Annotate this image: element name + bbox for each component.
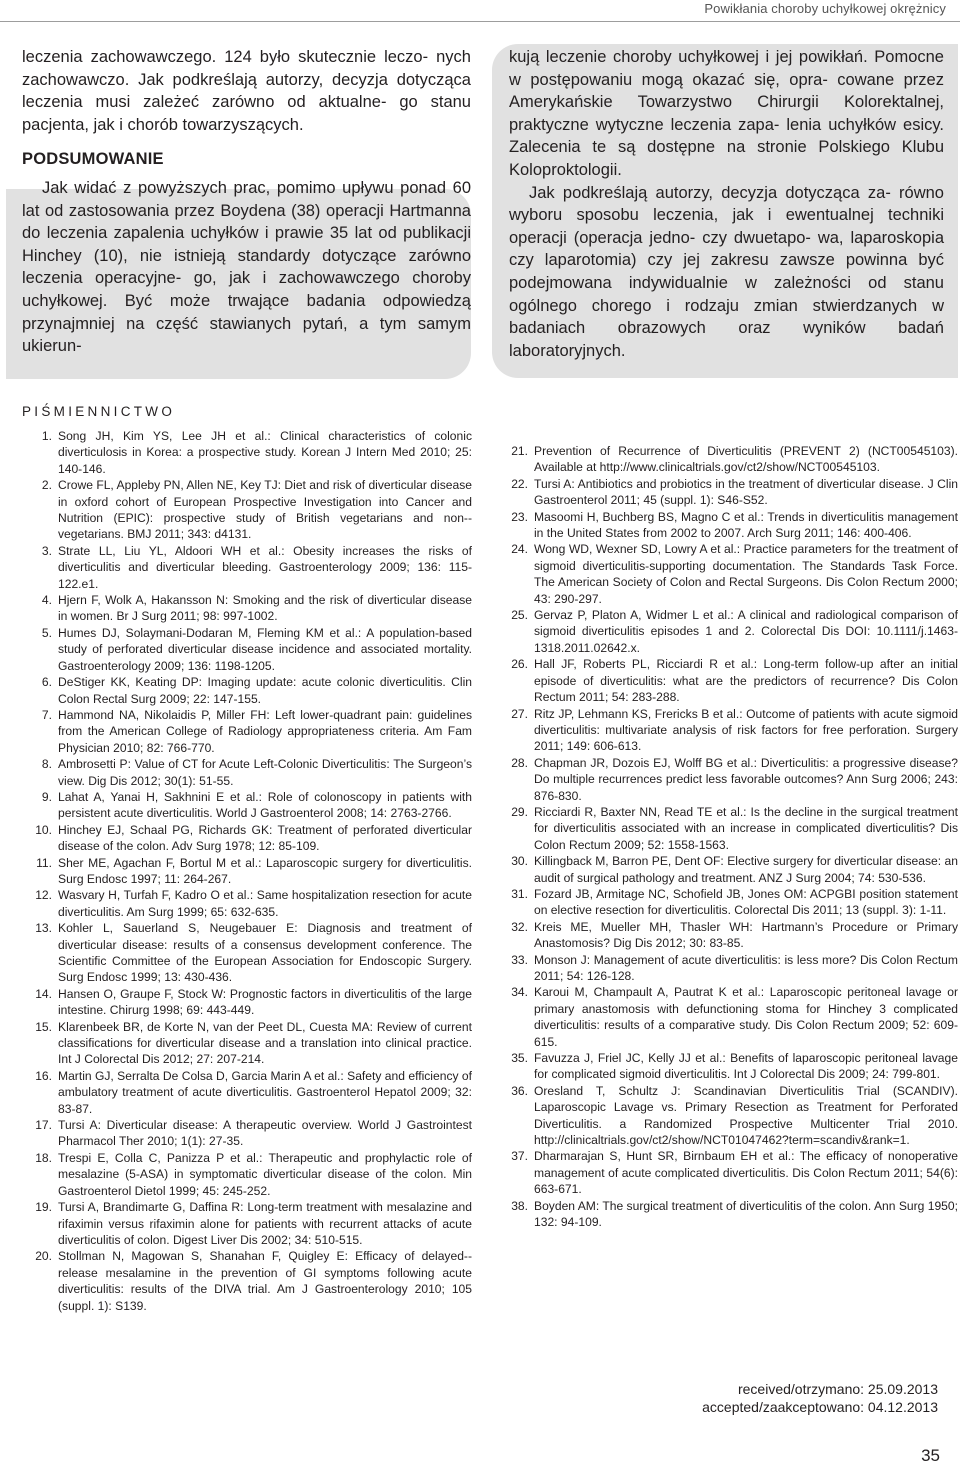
text-line: lenia uchyłków esicy. Zalecenia te są dostępne na [509, 115, 945, 157]
reference-number: 3. [41, 543, 52, 558]
reference-item [498, 853, 958, 886]
reference-text: Chapman JR, Dozois EJ, Wolff BG et al.: Diverticulitis: a progressive disease? Do multiple recurrences predict less favorable outcomes? Ann Surg 2006; 243: 876-830. [534, 755, 958, 803]
reference-number: 19. [35, 1200, 52, 1215]
reference-text: Masoomi H, Buchberg BS, Magno C et al.: Trends in diverticulitis management in the United States from 2002 to 2007. Arch Surg 2011; 146: 400-406. [534, 509, 958, 541]
reference-number: 6. [41, 675, 52, 690]
reference-text: Crowe FL, Appleby PN, Allen NE, Key TJ: Diet and risk of diverticular disease in oxford cohort of European Prospective Investigation into Cancer and Nutrition (EPIC): prospective study of British vegetarians and non--vegetarians. BMJ 2011; 343: d4131. [58, 478, 472, 542]
reference-number: 7. [41, 707, 52, 722]
reference-item [22, 887, 472, 920]
reference-text: Hall JF, Roberts PL, Ricciardi R et al.: Long-term follow-up after an initial episode of diverticulitis: what are the predictors of recurrence? Dis Colon Rectum 2011; 54: 283-288. [534, 657, 958, 705]
text-line: ponad 60 lat od zastosowania przez Boydena (38) [22, 178, 471, 220]
reference-text: Tursi A, Brandimarte G, Daffina R: Long-term treatment with mesalazine and rifaximin versus rifaximin alone for patients with recurrent attacks of acute diverticulitis of colon. Digest Liver Dis 2002; 34: 510-515. [58, 1200, 472, 1247]
reference-item [22, 855, 472, 888]
reference-item [22, 477, 472, 543]
reference-item [498, 1198, 958, 1231]
text-line: stronie Polskiego Klubu Koloproktologii. [509, 138, 944, 179]
reference-number: 22. [511, 476, 528, 491]
reference-item [22, 1199, 472, 1248]
text-line: operacji Hartmanna do leczenia zapalenia uchyłków [22, 201, 471, 243]
reference-number: 31. [511, 886, 528, 901]
received-date: received/otrzymano: 25.09.2013 [737, 1381, 938, 1397]
reference-text: Trespi E, Colla C, Panizza P et al.: Therapeutic and prophylactic role of mesalazine (5-ASA) in symptomatic diverticular disease of the colon. Min Gastroenterol Dietol 1999; 45: 245-252. [58, 1150, 472, 1198]
reference-text: Prevention of Recurrence of Diverticulitis (PREVENT 2) (NCT00545103). Available at http://www.clinicaltrials.gov/ct2/show/NCT00545103. [534, 444, 958, 475]
reference-number: 25. [511, 608, 528, 623]
reference-text: Klarenbeek BR, de Korte N, van der Peet DL, Cuesta MA: Review of current classifications for diverticular disease and a translation into clinical practice. Int J Colorectal Dis 2012; 27: 207-214. [58, 1019, 472, 1067]
reference-item [498, 706, 958, 755]
text-line: kują leczenie choroby uchyłkowej i jej powikłań. [509, 48, 868, 66]
reference-number: 24. [511, 542, 528, 557]
reference-item [498, 984, 958, 1050]
reference-item [22, 1019, 472, 1068]
reference-number: 36. [511, 1083, 528, 1098]
reference-number: 10. [35, 822, 52, 837]
reference-item [22, 592, 472, 625]
references-title: PIŚMIENNICTWO [22, 404, 176, 419]
text-line: zmian stwierdzanych w badaniach obrazowych oraz [509, 296, 944, 338]
reference-text: Monson J: Management of acute diverticulitis: is less more? Dis Colon Rectum 2011; 54: 126-128. [534, 952, 958, 983]
reference-item [498, 755, 958, 804]
page-number: 35 [921, 1446, 940, 1465]
reference-number: 14. [35, 986, 52, 1001]
right-text-column [509, 46, 944, 362]
reference-text: Favuzza J, Friel JC, Kelly JJ et al.: Benefits of laparoscopic peritoneal lavage for complicated sigmoid diverticulitis. Int J Colorectal Dis 2009; 24: 799-801. [534, 1051, 958, 1082]
reference-number: 11. [36, 855, 52, 870]
text-line: w zależności od stanu ogólnego chorego i rodzaju [509, 273, 944, 315]
reference-number: 33. [511, 952, 528, 967]
reference-text: Kreis ME, Mueller MH, Thasler WH: Hartmann’s Procedure or Primary Anastomosis? Dig Dis 2012; 30: 83-85. [534, 919, 958, 951]
running-head [0, 0, 960, 22]
reference-item [22, 1117, 472, 1150]
section-heading: PODSUMOWANIE [22, 150, 164, 169]
reference-text: Lahat A, Yanai H, Sakhnini E et al.: Role of colonoscopy in patients with persistent acute diverticulitis. World J Gastroenterol 2008; 14: 2763-2766. [58, 789, 472, 821]
text-line: wyników badań laboratoryjnych. [509, 319, 944, 360]
reference-item [498, 886, 958, 919]
text-line: go, jak i zachowawczego choroby uchyłkowej. Być [22, 269, 471, 310]
reference-text: Stollman N, Magowan S, Shanahan F, Quigley E: Efficacy of delayed--release mesalamine in the prevention of GI symptoms following acute diverticulitis: results of the DIVA trial. Am J Gastroenterology 2010; 105 (suppl. 1): S139. [58, 1249, 472, 1313]
summary-paragraph-2 [509, 182, 944, 363]
reference-text: Sher ME, Agachan F, Bortul M et al.: Laparoscopic surgery for diverticulitis. Surg Endosc 1997; 11: 264-267. [58, 855, 472, 886]
text-line: równo wyboru sposobu leczenia, jak i ewentualnej [509, 183, 944, 225]
intro-paragraph [22, 46, 471, 136]
text-line: nych zachowawczo. Jak podkreślają autorzy, decyzja [22, 48, 471, 89]
reference-number: 20. [35, 1249, 52, 1264]
reference-number: 30. [511, 854, 528, 869]
reference-text: Humes DJ, Solaymani-Dodaran M, Fleming KM et al.: A population-based study of perforated diverticular disease incidence and associated mortality. Gastroenterology 2009; 136: 1198-1205. [58, 625, 472, 673]
text-line: Pomocne w postępowaniu mogą okazać się, opra- [509, 48, 944, 89]
reference-item [22, 625, 472, 674]
reference-number: 15. [35, 1019, 52, 1034]
reference-item [22, 428, 472, 477]
reference-number: 9. [41, 789, 52, 804]
running-head-title: Powikłania choroby uchyłkowej okrężnicy [704, 1, 946, 16]
reference-number: 28. [511, 755, 528, 770]
reference-item [498, 804, 958, 853]
accepted-date: accepted/zaakceptowano: 04.12.2013 [702, 1399, 938, 1415]
reference-number: 8. [41, 757, 52, 772]
reference-number: 5. [41, 625, 52, 640]
reference-text: Ritz JP, Lehmann KS, Frericks B et al.: Outcome of patients with acute sigmoid diverticulitis: multivariate analysis of risk factors for free perforation. Surgery 2011; 149: 606-613. [534, 706, 958, 754]
reference-text: Dharmarajan S, Hunt SR, Birnbaum EH et al.: The efficacy of nonoperative management of acute complicated diverticulitis. Dis Colon Rectum 2011; 54(6): 663-671. [534, 1149, 958, 1197]
reference-item [498, 1083, 958, 1149]
reference-text: Ricciardi R, Baxter NN, Read TE et al.: Is the decline in the surgical treatment for diverticulitis associated with an increase in complicated diverticulitis? Dis Colon Rectum 2009; 52: 1558-1563. [534, 804, 958, 852]
reference-text: Hinchey EJ, Schaal PG, Richards GK: Treatment of perforated diverticular disease of the colon. Adv Surg 1978; 12: 85-109. [58, 822, 472, 854]
reference-text: Gervaz P, Platon A, Widmer L et al.: A clinical and radiological comparison of sigmoid diverticulitis episodes 1 and 2. Colorectal Dis DOI: 10.1111/j.1463-1318.2011.02642.x. [534, 608, 958, 655]
reference-item [498, 509, 958, 542]
reference-item [22, 756, 472, 789]
reference-item [22, 543, 472, 592]
reference-number: 13. [35, 921, 52, 936]
reference-item [22, 1068, 472, 1117]
reference-number: 1. [41, 429, 52, 443]
reference-item [22, 789, 472, 822]
reference-number: 38. [511, 1198, 528, 1213]
reference-text: Tursi A: Antibiotics and probiotics in the treatment of diverticular disease. J Clin Gastroenterol 2011; 45 (suppl. 1): S46-S52. [534, 476, 958, 508]
reference-text: Kohler L, Sauerland S, Neugebauer E: Diagnosis and treatment of diverticular disease: results of a consensus development conference. The Scientific Committee of the European Association for Endoscopic Surgery. Surg Endosc 1999; 13: 430-436. [58, 921, 472, 985]
reference-text: Hjern F, Wolk A, Hakansson N: Smoking and the risk of diverticular disease in women. Br J Surg 2011; 98: 997-1002. [58, 593, 472, 624]
reference-item [22, 1248, 472, 1314]
reference-text: Hansen O, Graupe F, Stock W: Prognostic factors in diverticulitis of the large intestine. Chirurg 1998; 69: 443-449. [58, 986, 472, 1018]
reference-item [498, 919, 958, 952]
reference-number: 16. [35, 1068, 52, 1083]
reference-item [498, 541, 958, 607]
reference-item [22, 1150, 472, 1199]
reference-text: Fozard JB, Armitage NC, Schofield JB, Jones OM: ACPGBI position statement on elective resection for diverticulitis. Colorectal Dis 2011; 13 (suppl. 3): 1-11. [534, 886, 958, 918]
text-line: Kolorektalnej, praktyczne wytyczne leczenia zapa- [509, 93, 944, 134]
reference-text: Killingback M, Barron PE, Dent OF: Elective surgery for diverticular disease: an audit of surgical pathology and treatment. ANZ J Surg 2004; 74: 530-536. [534, 854, 958, 885]
reference-text: Wong WD, Wexner SD, Lowry A et al.: Practice parameters for the treatment of sigmoid diverticulitis-supporting documentation. The Standards Task Force. The American Society of Colon and Rectal Surgeons. Dis Colon Rectum 2000; 43: 290-297. [534, 542, 958, 606]
reference-text: Hammond NA, Nikolaidis P, Miller FH: Left lower-quadrant pain: guidelines from the American College of Radiology appropriateness criteria. Am Fam Physician 2010; 82: 766-770. [58, 707, 472, 755]
text-line: na część stawianych pytań, a tym samym ukierun- [22, 314, 471, 356]
reference-item [498, 656, 958, 705]
text-line: go stanu pacjenta, jak i chorób towarzyszących. [22, 93, 471, 134]
reference-item [498, 1050, 958, 1083]
text-line: standardy dotyczące zarówno leczenia operacyjne- [22, 246, 471, 288]
reference-item [498, 1148, 958, 1197]
reference-item [22, 920, 472, 986]
text-line: dotycząca leczenia musi zależeć zarówno od aktualne- [22, 70, 471, 112]
text-line: Jak podkreślają autorzy, decyzja dotycząca za- [529, 183, 891, 202]
reference-number: 23. [511, 509, 528, 524]
reference-number: 17. [35, 1118, 52, 1133]
reference-item [498, 443, 958, 476]
reference-text: Martin GJ, Serralta De Colsa D, Garcia Marin A et al.: Safety and efficiency of ambulatory treatment of acute diverticulitis. Gastroenterol Hepatol 2009; 32: 83-87. [58, 1068, 472, 1116]
text-line: zawsze powinna być podejmowana indywidualnie [509, 251, 945, 292]
reference-text: Karoui M, Champault A, Pautrat K et al.: Laparoscopic peritoneal lavage or primary anastomosis with defunctioning stoma for Hinchey 3 complicated diverticulitis: results of a comparative study. Dis Colon Rectum 2009; 52: 609-615. [534, 985, 958, 1049]
reference-text: DeStiger KK, Keating DP: Imaging update: acute colonic diverticulitis. Clin Colon Rectal Surg 2009; 22: 147-155. [58, 675, 472, 706]
reference-number: 37. [511, 1149, 528, 1164]
summary-continuation [509, 46, 944, 182]
reference-number: 4. [41, 593, 52, 608]
reference-number: 35. [511, 1051, 528, 1066]
references-list-right [498, 443, 958, 1231]
reference-number: 32. [511, 919, 528, 934]
reference-number: 27. [511, 706, 528, 721]
reference-text: Song JH, Kim YS, Lee JH et al.: Clinical characteristics of colonic diverticulosis in Korea: a prospective study. Korean J Intern Med 2010; 25: 140-146. [58, 429, 472, 476]
text-line: techniki operacji (operacja jedno- czy dwuetapo- [509, 206, 944, 247]
text-line: i prawie 35 lat od publikacji Hinchey (10), nie istnieją [22, 224, 471, 265]
summary-paragraph [22, 177, 471, 358]
article-dates [702, 1380, 938, 1416]
reference-text: Strate LL, Liu YL, Aldoori WH et al.: Obesity increases the risks of diverticulitis and diverticular bleeding. Gastroenterology 2009; 136: 115-122.e1. [58, 543, 472, 591]
reference-item [498, 476, 958, 509]
reference-text: Oresland T, Schultz J: Scandinavian Diverticulitis Trial (SCANDIV). Laparoscopic Lavage vs. Primary Resection as Treatment for Perforated Diverticulitis. a Randomized Prospective Multicenter Trial 2010. http://clinicaltrials.gov/ct2/show/NCT01047462?term=scandiv&rank=1. [534, 1083, 958, 1148]
reference-number: 29. [511, 804, 528, 819]
reference-number: 26. [511, 657, 528, 672]
reference-number: 2. [41, 478, 52, 493]
reference-number: 18. [35, 1150, 52, 1165]
left-text-column [22, 46, 471, 358]
reference-number: 12. [35, 888, 52, 903]
text-line: może trwające badania odpowiedzą przynajmniej [22, 291, 471, 333]
text-line: Jak widać z powyższych prac, pomimo upływu [42, 178, 394, 197]
reference-item [498, 952, 958, 985]
reference-text: Ambrosetti P: Value of CT for Acute Left-Colonic Diverticulitis: The Surgeon’s view. Dig Dis 2012; 30(1): 51-55. [58, 757, 472, 788]
references-list-left [22, 428, 472, 1314]
reference-item [498, 607, 958, 656]
reference-text: Tursi A: Diverticular disease: A therapeutic overview. World J Gastrointest Pharmacol Ther 2010; 1(1): 27-35. [58, 1118, 472, 1149]
reference-item [22, 822, 472, 855]
text-line: cowane przez Amerykańskie Towarzystwo Chirurgii [509, 70, 944, 112]
text-line: wa, laparoskopia czy laparotomia) czy jej zakresu [509, 228, 944, 270]
reference-item [22, 707, 472, 756]
reference-number: 21. [511, 444, 528, 458]
reference-item [22, 674, 472, 707]
reference-item [22, 986, 472, 1019]
reference-number: 34. [511, 985, 528, 1000]
text-line: leczenia zachowawczego. 124 było skutecznie leczo- [22, 48, 429, 66]
reference-text: Boyden AM: The surgical treatment of diverticulitis of the colon. Ann Surg 1950; 132: 94-109. [534, 1198, 958, 1230]
reference-text: Wasvary H, Turfah F, Kadro O et al.: Same hospitalization resection for acute diverticulitis. Am Surg 1999; 65: 632-635. [58, 888, 472, 919]
